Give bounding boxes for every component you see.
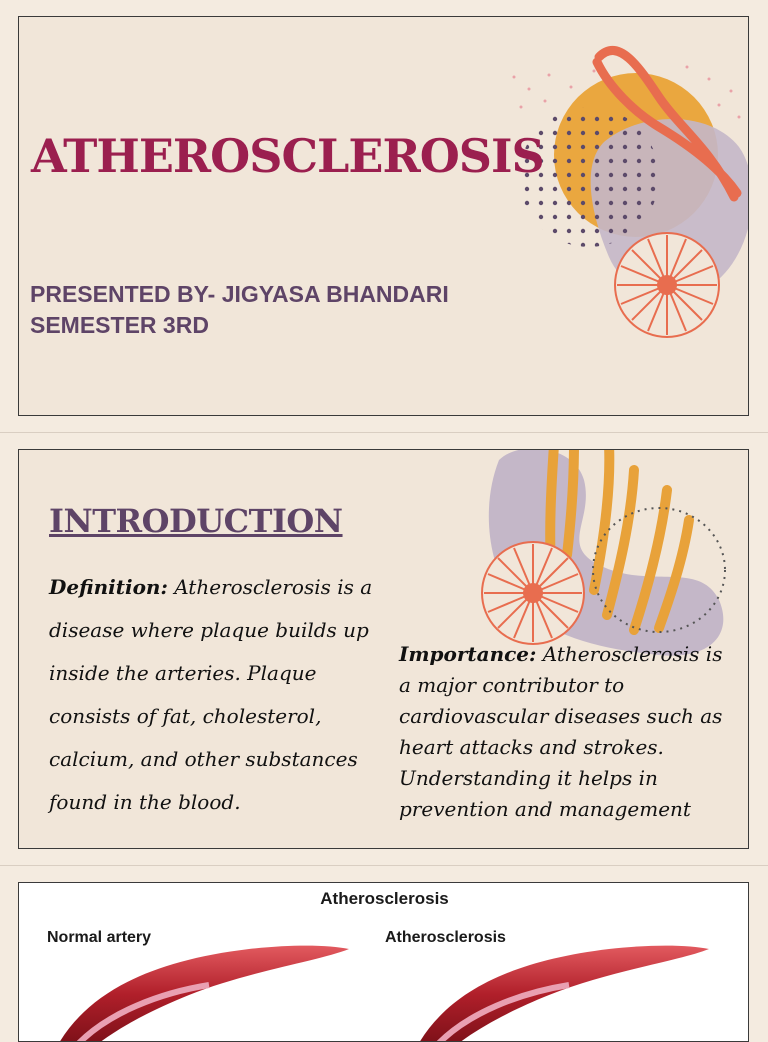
atherosclerosis-label: Atherosclerosis <box>385 929 506 946</box>
diagram-title: Atherosclerosis <box>320 889 449 908</box>
presenter-name: PRESENTED BY- JIGYASA BHANDARI <box>30 281 449 307</box>
definition-label: Definition: <box>49 575 168 599</box>
normal-artery-label: Normal artery <box>47 929 152 946</box>
title-slide <box>18 16 749 416</box>
presenter-info <box>30 279 449 341</box>
slide-title: ATHEROSCLEROSIS <box>31 129 544 183</box>
atherosclerosis-artery-illustration <box>419 946 709 1042</box>
diagram-slide <box>18 882 749 1042</box>
importance-text: Atherosclerosis is a major contributor to cardiovascular diseases such as heart attacks and strokes. Understanding it helps in prevention and management <box>399 642 723 821</box>
normal-artery-illustration <box>59 946 349 1042</box>
artery-illustration <box>19 883 749 1042</box>
abstract-decoration-graphic <box>19 17 749 416</box>
section-heading: INTRODUCTION <box>49 502 343 540</box>
definition-text: Atherosclerosis is a disease where plaque builds up inside the arteries. Plaque consists of fat, cholesterol, calcium, and other substances found in the blood. <box>49 575 373 814</box>
semester-label: SEMESTER 3RD <box>30 312 209 338</box>
introduction-slide <box>18 449 749 849</box>
slide-separator <box>0 865 768 866</box>
slide-separator <box>0 432 768 433</box>
definition-paragraph <box>49 566 399 824</box>
importance-paragraph <box>399 639 729 825</box>
importance-label: Importance: <box>399 642 537 666</box>
